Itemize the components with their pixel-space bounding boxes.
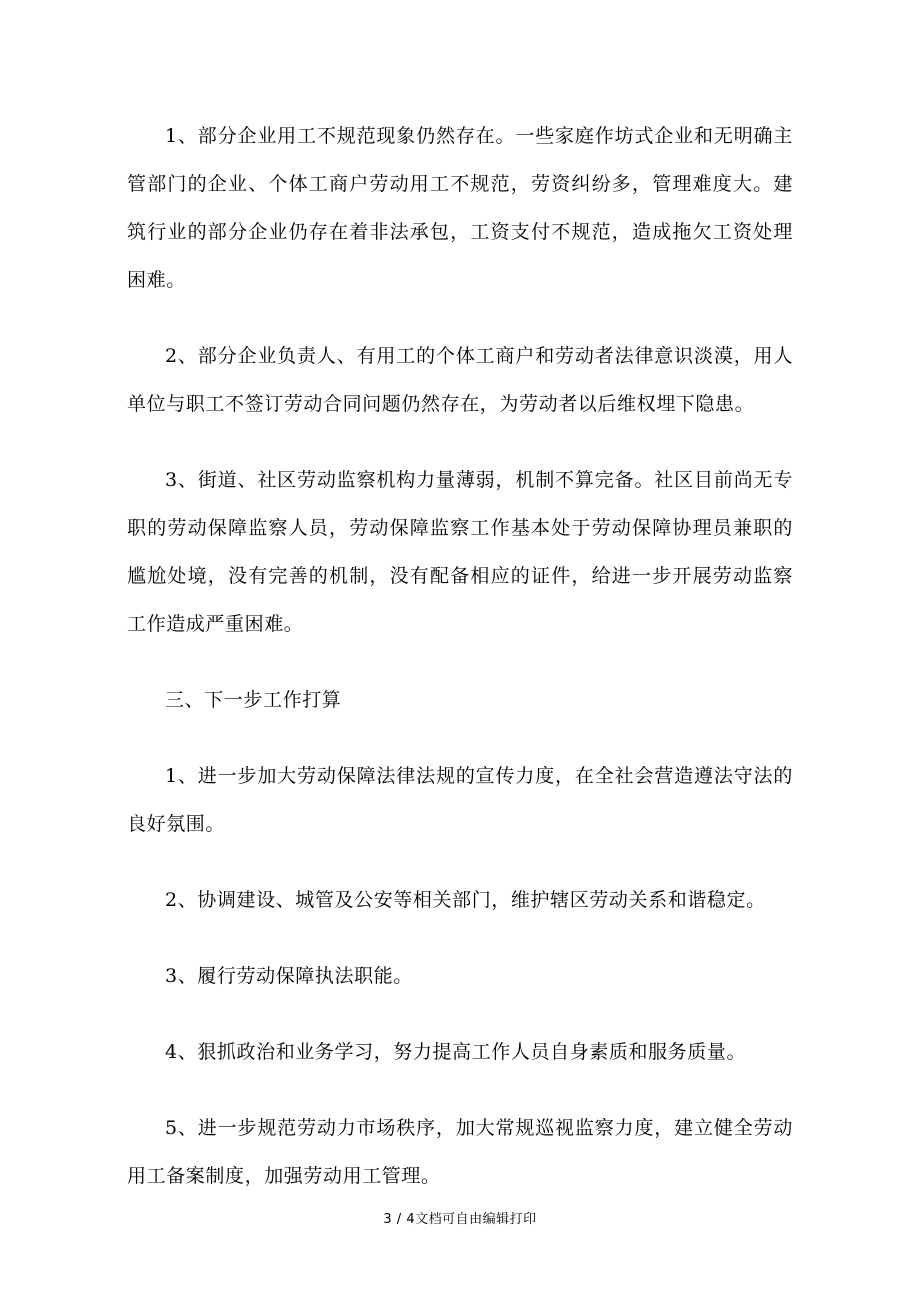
paragraph-issue-2: 2、部分企业负责人、有用工的个体工商户和劳动者法律意识淡漠，用人单位与职工不签订劳动合同问题仍然存在，为劳动者以后维权埋下隐患。 <box>127 345 793 415</box>
paragraph-plan-4: 4、狠抓政治和业务学习，努力提高工作人员自身素质和服务质量。 <box>165 1041 747 1063</box>
paragraph-plan-3: 3、履行劳动保障执法职能。 <box>165 965 413 987</box>
section-heading-next-steps: 三、下一步工作打算 <box>165 689 342 711</box>
paragraph-issue-3: 3、街道、社区劳动监察机构力量薄弱，机制不算完备。社区目前尚无专职的劳动保障监察人员，劳动保障监察工作基本处于劳动保障协理员兼职的尴尬处境，没有完善的机制，没有配备相应的证件，给进一步开展劳动监察工作造成严重困难。 <box>127 469 793 635</box>
page-footer: 3 / 4文档可自由编辑打印 <box>383 1212 537 1227</box>
paragraph-plan-5: 5、进一步规范劳动力市场秩序，加大常规巡视监察力度，建立健全劳动用工备案制度，加强劳动用工管理。 <box>127 1117 793 1187</box>
paragraph-issue-1: 1、部分企业用工不规范现象仍然存在。一些家庭作坊式企业和无明确主管部门的企业、个体工商户劳动用工不规范，劳资纠纷多，管理难度大。建筑行业的部分企业仍存在着非法承包，工资支付不规范，造成拖欠工资处理困难。 <box>127 125 793 291</box>
paragraph-plan-2: 2、协调建设、城管及公安等相关部门，维护辖区劳动关系和谐稳定。 <box>165 889 766 911</box>
paragraph-plan-1: 1、进一步加大劳动保障法律法规的宣传力度，在全社会营造遵法守法的良好氛围。 <box>127 765 793 835</box>
document-body <box>127 112 793 1200</box>
